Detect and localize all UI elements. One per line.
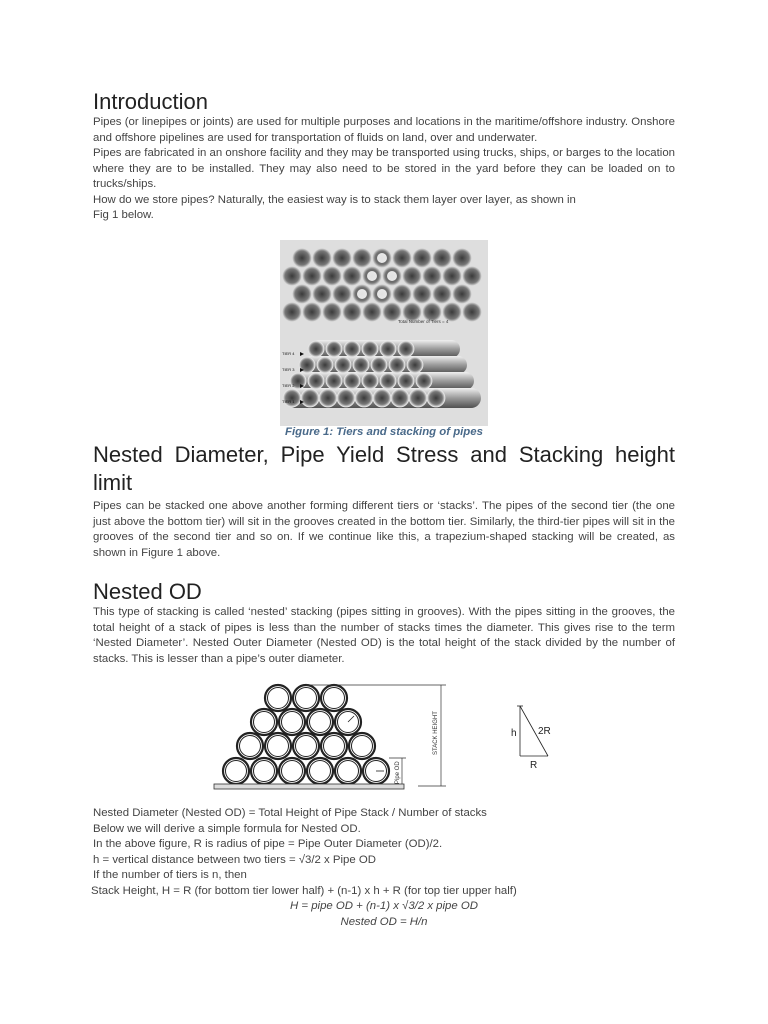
heading-introduction: Introduction bbox=[93, 89, 208, 114]
stack-pipes-drawn bbox=[223, 685, 389, 784]
triangle-r-label: R bbox=[530, 760, 538, 771]
intro-paragraph-3: How do we store pipes? Naturally, the easiest way is to stack them layer over layer, as shown in bbox=[93, 193, 576, 206]
intro-paragraph-1: Pipes (or linepipes or joints) are used for multiple purposes and locations in the maritime/offshore industry. Onshore and offshore pipelines are used for transportation of fluids on land, over and underwater. bbox=[93, 116, 675, 144]
tier-1-label: TIER 1 bbox=[282, 399, 295, 404]
formula-line-4: h = vertical distance between two tiers = √3/2 x Pipe OD bbox=[93, 853, 376, 866]
heading-nested-od: Nested OD bbox=[93, 579, 202, 604]
tier-3-label: TIER 3 bbox=[282, 367, 295, 372]
formula-line-3: In the above figure, R is radius of pipe = Pipe Outer Diameter (OD)/2. bbox=[93, 838, 443, 850]
formula-derivation bbox=[93, 806, 675, 930]
formula-line-6: Stack Height, H = R (for bottom tier lower half) + (n-1) x h + R (for top tier upper half) bbox=[91, 884, 517, 897]
tier-4-label: TIER 4 bbox=[282, 351, 295, 356]
pipe-od-label: Pipe OD bbox=[395, 761, 401, 784]
intro-paragraph-4: Fig 1 below. bbox=[93, 209, 154, 221]
nested-od-paragraph: This type of stacking is called ‘nested’ stacking (pipes sitting in grooves). With the pipes sitting in the grooves, the total height of a stack of pipes is less than the number of stacks times the diameter. This gives rise to the term ‘Nested Diameter’. Nested Outer Diameter (Nested OD) is the total height of the stack divided by the number of stacks. This is lesser than a pipe’s outer diameter. bbox=[93, 606, 675, 665]
nested-diameter-text bbox=[93, 499, 675, 561]
figure-2-nested-stack-diagram bbox=[206, 680, 466, 795]
heading-nested-diameter: Nested Diameter, Pipe Yield Stress and Stacking height limit bbox=[93, 442, 675, 495]
figure-1-pipe-stacks-image bbox=[280, 240, 488, 426]
total-tiers-label: Total Number of Tiers = 4 bbox=[398, 319, 449, 324]
ground-base bbox=[214, 784, 404, 789]
nested-diameter-paragraph: Pipes can be stacked one above another forming different tiers or ‘stacks’. The pipes of the second tier (the one just above the bottom tier) will sit in the grooves created in the bottom tier. Similarly, the third-tier pipes will sit in the grooves of the second tier and so on. If we continue like this, a trapezium-shaped stacking will be created, as shown in Figure 1 above. bbox=[93, 500, 675, 559]
stack-height-label: STACK HEIGHT bbox=[433, 711, 439, 755]
intro-paragraph-2: Pipes are fabricated in an onshore facility and they may be transported using trucks, ships, or barges to the location where they are to be installed. They may also need to be stored in the yard before they can be loaded on to trucks/ships. bbox=[93, 147, 675, 190]
formula-line-5: If the number of tiers is n, then bbox=[93, 869, 247, 881]
equation-stack-height: H = pipe OD + (n-1) x √3/2 x pipe OD bbox=[290, 900, 478, 912]
triangle-h-label: h bbox=[511, 728, 517, 739]
nested-od-text bbox=[93, 605, 675, 667]
equation-nested-od: Nested OD = H/n bbox=[340, 915, 428, 928]
tier-2-label: TIER 2 bbox=[282, 383, 295, 388]
formula-line-1: Nested Diameter (Nested OD) = Total Height of Pipe Stack / Number of stacks bbox=[93, 807, 487, 819]
intro-text bbox=[93, 115, 675, 224]
bottom-stack-pipes bbox=[283, 340, 481, 408]
top-stack-pipes bbox=[282, 248, 482, 322]
formula-line-2: Below we will derive a simple formula for Nested OD. bbox=[93, 822, 361, 835]
triangle-2r-label: 2R bbox=[538, 726, 551, 737]
figure-3-triangle-diagram bbox=[508, 700, 568, 775]
figure-1-caption: Figure 1: Tiers and stacking of pipes bbox=[285, 426, 483, 438]
